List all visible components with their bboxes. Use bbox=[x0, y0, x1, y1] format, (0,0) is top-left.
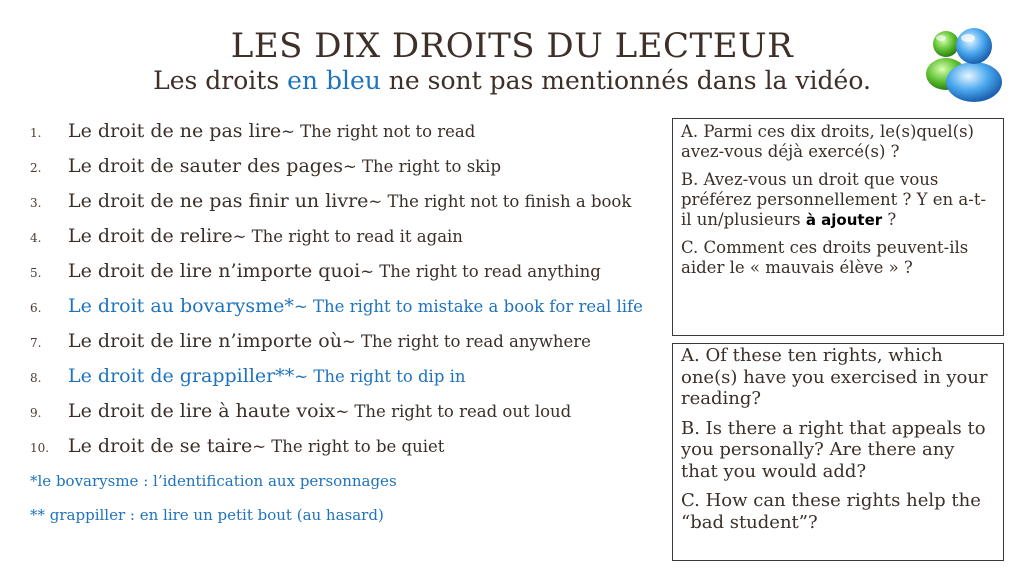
right-en: ~ The right to mistake a book for real life bbox=[293, 297, 643, 316]
right-fr: Le droit de se taire bbox=[68, 435, 253, 457]
item-number: 9. bbox=[30, 406, 42, 420]
question-en-a: A. Of these ten rights, which one(s) have you exercised in your reading? bbox=[681, 345, 988, 409]
item-number: 4. bbox=[30, 231, 42, 245]
list-item bbox=[30, 225, 670, 260]
item-number: 3. bbox=[30, 196, 42, 210]
right-en: ~ The right to skip bbox=[342, 157, 502, 176]
footnote-bovarysme: *le bovarysme : l’identification aux personnages bbox=[30, 472, 397, 490]
item-number: 5. bbox=[30, 266, 42, 280]
question-fr-b-text: B. Avez-vous un droit que vous préférez personnellement ? Y en a-t-il un/plusieurs bbox=[681, 170, 987, 229]
right-en: ~ The right to read out loud bbox=[335, 402, 572, 421]
item-number: 7. bbox=[30, 336, 42, 350]
right-en: ~ The right to be quiet bbox=[252, 437, 445, 456]
right-fr: Le droit de lire n’importe où bbox=[68, 330, 342, 352]
right-fr: Le droit de sauter des pages bbox=[68, 155, 343, 177]
list-item bbox=[30, 190, 670, 225]
subtitle-text-blue: en bleu bbox=[287, 66, 381, 95]
right-en: ~ The right not to finish a book bbox=[368, 192, 632, 211]
right-fr: Le droit de ne pas lire bbox=[68, 120, 282, 142]
item-number: 10. bbox=[30, 441, 50, 455]
right-fr: Le droit au bovarysme* bbox=[68, 295, 294, 317]
item-number: 8. bbox=[30, 371, 42, 385]
list-item bbox=[30, 435, 670, 470]
question-fr-a: A. Parmi ces dix droits, le(s)quel(s) avez-vous déjà exercé(s) ? bbox=[681, 122, 974, 161]
messenger-buddies-icon bbox=[918, 12, 1010, 104]
right-fr: Le droit de lire à haute voix bbox=[68, 400, 336, 422]
right-fr: Le droit de ne pas finir un livre bbox=[68, 190, 369, 212]
right-fr: Le droit de relire bbox=[68, 225, 233, 247]
questions-en-box bbox=[672, 343, 1004, 561]
right-en: ~ The right to read it again bbox=[232, 227, 463, 246]
rights-list bbox=[30, 120, 670, 470]
questions-fr-box bbox=[672, 118, 1004, 336]
list-item bbox=[30, 260, 670, 295]
list-item bbox=[30, 295, 670, 330]
right-en: ~ The right not to read bbox=[281, 122, 476, 141]
subtitle-text-before: Les droits bbox=[153, 66, 288, 95]
footnote-grappiller: ** grappiller : en lire un petit bout (au hasard) bbox=[30, 506, 384, 524]
question-fr-b-emphasis: à ajouter bbox=[805, 211, 883, 229]
right-fr: Le droit de lire n’importe quoi bbox=[68, 260, 361, 282]
list-item bbox=[30, 155, 670, 190]
question-fr-b bbox=[681, 170, 995, 230]
question-en-c: C. How can these rights help the “bad student”? bbox=[681, 490, 981, 533]
page-title: LES DIX DROITS DU LECTEUR bbox=[230, 26, 794, 66]
question-fr-b-end: ? bbox=[882, 210, 897, 229]
list-item bbox=[30, 365, 670, 400]
right-fr: Le droit de grappiller** bbox=[68, 365, 295, 387]
list-item bbox=[30, 120, 670, 155]
right-en: ~ The right to read anything bbox=[360, 262, 601, 281]
question-fr-c: C. Comment ces droits peuvent-ils aider le « mauvais élève » ? bbox=[681, 238, 969, 277]
item-number: 1. bbox=[30, 126, 42, 140]
page-subtitle bbox=[0, 66, 1024, 95]
item-number: 2. bbox=[30, 161, 42, 175]
item-number: 6. bbox=[30, 301, 42, 315]
right-en: ~ The right to read anywhere bbox=[341, 332, 591, 351]
question-en-b: B. Is there a right that appeals to you personally? Are there any that you would add? bbox=[681, 417, 986, 482]
list-item bbox=[30, 330, 670, 365]
list-item bbox=[30, 400, 670, 435]
right-en: ~ The right to dip in bbox=[294, 367, 466, 386]
subtitle-text-after: ne sont pas mentionnés dans la vidéo. bbox=[380, 66, 871, 95]
